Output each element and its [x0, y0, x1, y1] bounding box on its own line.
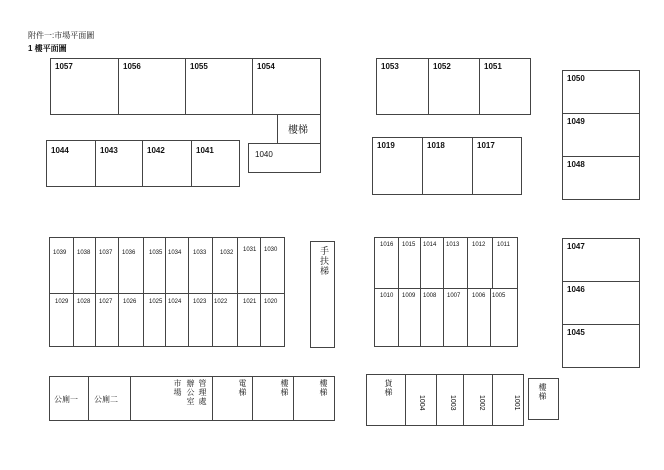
stair-bottom-2[interactable]: 樓梯: [293, 376, 335, 421]
public-toilet-2[interactable]: 公廁二: [88, 376, 131, 421]
stair-top[interactable]: 樓梯: [277, 114, 321, 144]
unit-1038[interactable]: 1038: [73, 237, 96, 294]
unit-1047[interactable]: 1047: [562, 238, 640, 282]
unit-1031[interactable]: 1031: [237, 237, 261, 294]
unit-1041[interactable]: 1041: [191, 140, 240, 187]
escalator[interactable]: 手扶梯: [310, 241, 335, 348]
unit-1001[interactable]: 1001: [492, 374, 524, 426]
unit-1036[interactable]: 1036: [118, 237, 144, 294]
unit-1011[interactable]: 1011: [492, 237, 518, 289]
unit-1033[interactable]: 1033: [188, 237, 213, 294]
unit-1051[interactable]: 1051: [479, 58, 531, 115]
unit-1003[interactable]: 1003: [436, 374, 464, 426]
unit-1024[interactable]: 1024: [165, 293, 189, 347]
unit-1054[interactable]: 1054: [252, 58, 321, 115]
unit-1046[interactable]: 1046: [562, 281, 640, 325]
unit-1022[interactable]: 1022: [212, 293, 238, 347]
unit-1023[interactable]: 1023: [188, 293, 213, 347]
unit-1028[interactable]: 1028: [73, 293, 96, 347]
unit-1013[interactable]: 1013: [443, 237, 468, 289]
unit-1019[interactable]: 1019: [372, 137, 423, 195]
unit-1027[interactable]: 1027: [95, 293, 119, 347]
unit-1048[interactable]: 1048: [562, 156, 640, 200]
unit-1017[interactable]: 1017: [472, 137, 522, 195]
unit-1018[interactable]: 1018: [422, 137, 473, 195]
public-toilet-1[interactable]: 公廁一: [49, 376, 89, 421]
unit-1042[interactable]: 1042: [142, 140, 192, 187]
unit-1040[interactable]: 1040: [248, 143, 321, 173]
unit-1007[interactable]: 1007: [443, 288, 468, 347]
unit-1014[interactable]: 1014: [420, 237, 444, 289]
unit-1026[interactable]: 1026: [118, 293, 144, 347]
unit-1025[interactable]: 1025: [143, 293, 166, 347]
unit-1004[interactable]: 1004: [405, 374, 437, 426]
stair-bottom-right[interactable]: 樓梯: [528, 378, 559, 420]
unit-1015[interactable]: 1015: [398, 237, 421, 289]
unit-1044[interactable]: 1044: [46, 140, 96, 187]
unit-1039[interactable]: 1039: [49, 237, 74, 294]
unit-1002[interactable]: 1002: [463, 374, 493, 426]
unit-1057[interactable]: 1057: [50, 58, 119, 115]
unit-1012[interactable]: 1012: [467, 237, 493, 289]
unit-1053[interactable]: 1053: [376, 58, 429, 115]
unit-1043[interactable]: 1043: [95, 140, 143, 187]
freight-elevator[interactable]: 貨梯: [366, 374, 406, 426]
unit-1005[interactable]: 1005: [490, 288, 518, 347]
unit-1055[interactable]: 1055: [185, 58, 253, 115]
unit-1056[interactable]: 1056: [118, 58, 186, 115]
unit-1030[interactable]: 1030: [260, 237, 285, 294]
unit-1029[interactable]: 1029: [49, 293, 74, 347]
unit-1021[interactable]: 1021: [237, 293, 261, 347]
unit-1037[interactable]: 1037: [95, 237, 119, 294]
document-title: 附件一:市場平面圖: [28, 31, 95, 40]
unit-1035[interactable]: 1035: [143, 237, 166, 294]
elevator[interactable]: 電梯: [212, 376, 253, 421]
floor-title: 1 樓平面圖: [28, 44, 67, 53]
unit-1052[interactable]: 1052: [428, 58, 480, 115]
unit-1050[interactable]: 1050: [562, 70, 640, 114]
unit-1006[interactable]: 1006: [467, 288, 491, 347]
unit-1045[interactable]: 1045: [562, 324, 640, 368]
unit-1016[interactable]: 1016: [374, 237, 399, 289]
unit-1010[interactable]: 1010: [374, 288, 399, 347]
market-office[interactable]: 管理處 辦公室 市場: [130, 376, 213, 421]
unit-1009[interactable]: 1009: [398, 288, 421, 347]
unit-1032[interactable]: 1032: [212, 237, 238, 294]
unit-1049[interactable]: 1049: [562, 113, 640, 157]
unit-1034[interactable]: 1034: [165, 237, 189, 294]
stair-bottom-1[interactable]: 樓梯: [252, 376, 294, 421]
unit-1020[interactable]: 1020: [260, 293, 285, 347]
unit-1008[interactable]: 1008: [420, 288, 444, 347]
